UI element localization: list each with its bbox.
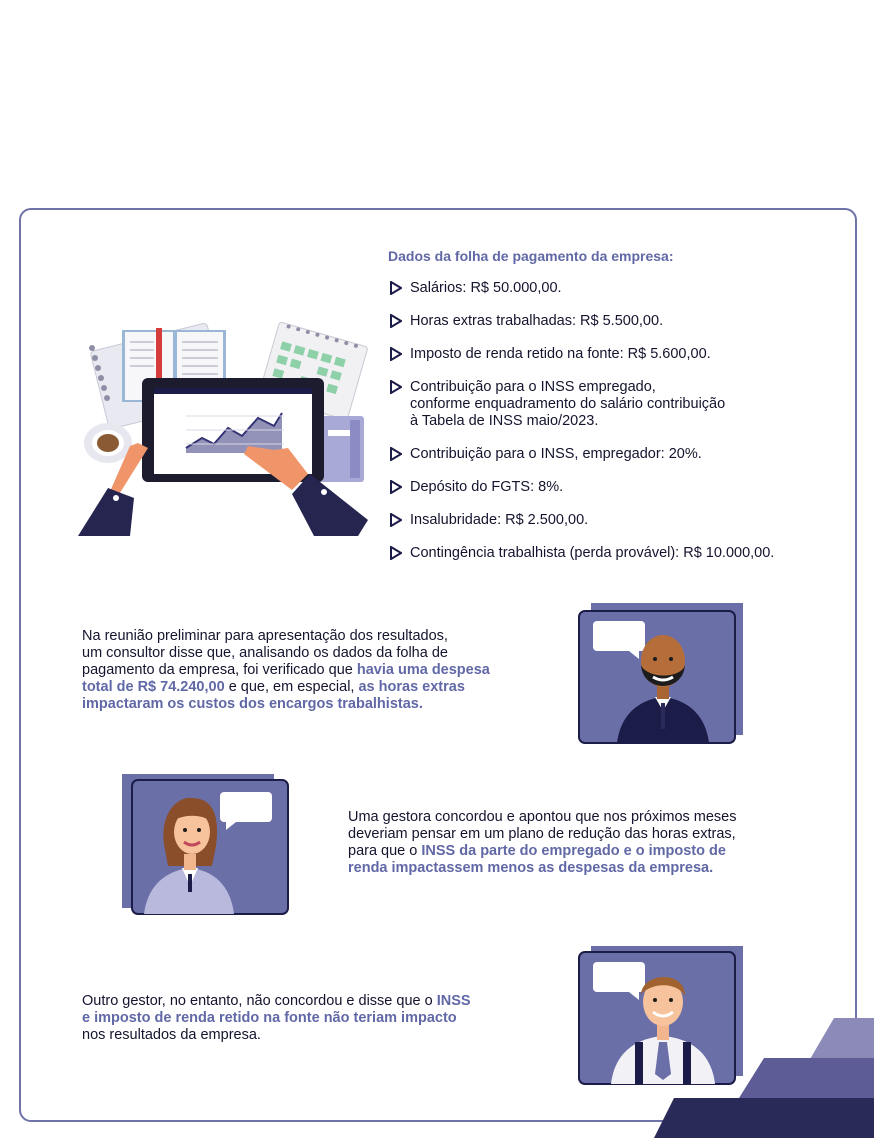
paragraph-line: um consultor disse que, analisando os dados da folha de xyxy=(82,645,448,661)
highlight-text: INSS xyxy=(436,993,471,1009)
list-item xyxy=(388,313,818,330)
payroll-item-text: à Tabela de INSS maio/2023. xyxy=(410,413,599,429)
triangle-bullet-icon xyxy=(390,281,402,295)
triangle-bullet-icon xyxy=(390,380,402,394)
payroll-title: Dados da folha de pagamento da empresa: xyxy=(388,248,674,264)
highlight-text: renda impactassem menos as despesas da empresa. xyxy=(348,860,714,876)
manager-woman-paragraph xyxy=(348,809,788,877)
list-item xyxy=(388,545,818,562)
list-item xyxy=(388,346,818,363)
payroll-item-text: Contribuição para o INSS empregado, xyxy=(410,379,656,395)
paragraph-line: e que, em especial, xyxy=(224,679,359,695)
triangle-bullet-icon xyxy=(390,447,402,461)
paragraph-line: nos resultados da empresa. xyxy=(82,1027,261,1043)
list-item xyxy=(388,479,818,496)
highlight-text: havia uma despesa xyxy=(356,662,490,678)
list-item xyxy=(388,446,818,463)
paragraph-line: Outro gestor, no entanto, não concordou e disse que o xyxy=(82,993,437,1009)
highlight-text: INSS da parte do empregado e o imposto de xyxy=(421,843,726,859)
corner-decoration xyxy=(614,1018,874,1138)
paragraph-line: para que o xyxy=(348,843,422,859)
manager-man-paragraph xyxy=(82,993,522,1044)
tablet-chart-illustration xyxy=(78,298,368,538)
payroll-item-text: Contribuição para o INSS, empregador: 20%. xyxy=(410,446,702,462)
consultant-portrait xyxy=(577,603,743,745)
triangle-bullet-icon xyxy=(390,480,402,494)
list-item xyxy=(388,280,818,297)
triangle-bullet-icon xyxy=(390,314,402,328)
payroll-data xyxy=(388,248,818,578)
payroll-item-text: Salários: R$ 50.000,00. xyxy=(410,280,562,296)
payroll-item-text: Horas extras trabalhadas: R$ 5.500,00. xyxy=(410,313,664,329)
highlight-text: total de R$ 74.240,00 xyxy=(82,679,225,695)
paragraph-line: Na reunião preliminar para apresentação dos resultados, xyxy=(82,628,448,644)
triangle-bullet-icon xyxy=(390,347,402,361)
list-item xyxy=(388,512,818,529)
list-item xyxy=(388,379,818,430)
payroll-item-text: Insalubridade: R$ 2.500,00. xyxy=(410,512,589,528)
triangle-bullet-icon xyxy=(390,546,402,560)
payroll-list xyxy=(388,280,818,562)
paragraph-line: deveriam pensar em um plano de redução das horas extras, xyxy=(348,826,736,842)
manager-woman-portrait xyxy=(120,774,290,916)
payroll-item-text: Contingência trabalhista (perda provável): R$ 10.000,00. xyxy=(410,545,775,561)
triangle-bullet-icon xyxy=(390,513,402,527)
highlight-text: e imposto de renda retido na fonte não teriam impacto xyxy=(82,1010,457,1026)
highlight-text: as horas extras xyxy=(358,679,465,695)
coffee-cup xyxy=(84,423,132,463)
consultant-paragraph xyxy=(82,628,542,713)
highlight-text: impactaram os custos dos encargos trabalhistas. xyxy=(82,696,423,712)
paragraph-line: Uma gestora concordou e apontou que nos próximos meses xyxy=(348,809,737,825)
payroll-item-text: Depósito do FGTS: 8%. xyxy=(410,479,564,495)
payroll-item-text: Imposto de renda retido na fonte: R$ 5.600,00. xyxy=(410,346,711,362)
paragraph-line: pagamento da empresa, foi verificado que xyxy=(82,662,357,678)
payroll-item-text: conforme enquadramento do salário contribuição xyxy=(410,396,726,412)
